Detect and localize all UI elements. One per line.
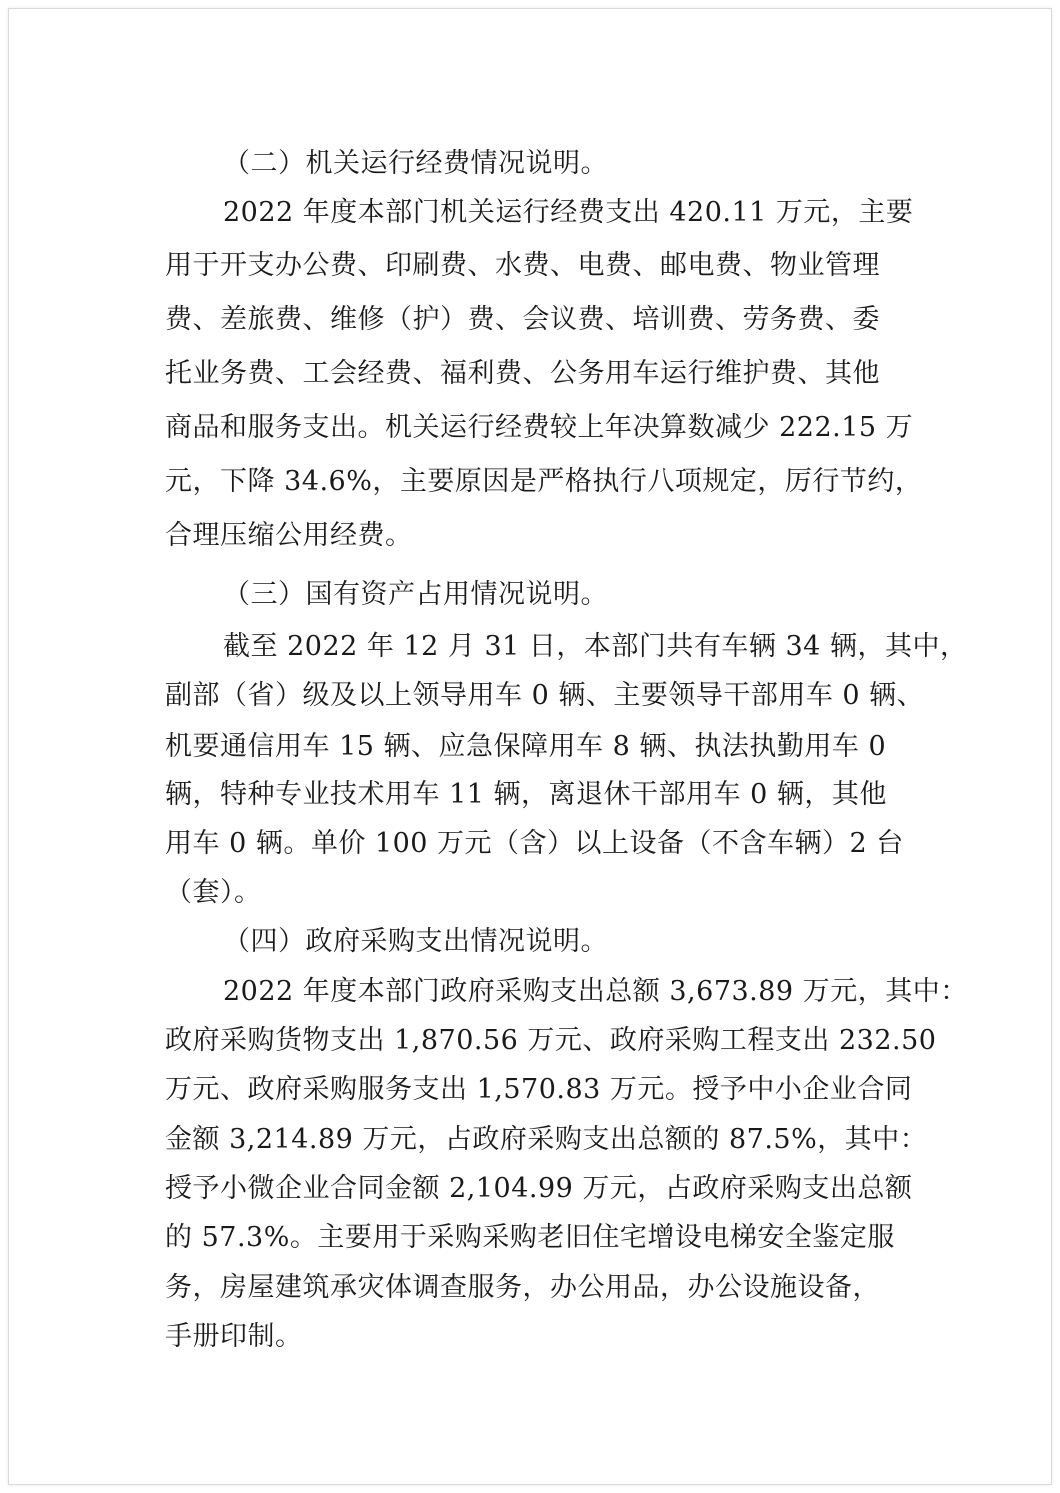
paragraph-line: 2022 年度本部门机关运行经费支出 420.11 万元，主要 [223,197,914,228]
paragraph-line: 授予小微企业合同金额 2,104.99 万元，占政府采购支出总额 [165,1173,913,1204]
paragraph-line: 2022 年度本部门政府采购支出总额 3,673.89 万元，其中： [223,976,968,1007]
paragraph-line: 务，房屋建筑承灾体调查服务，办公用品，办公设施设备， [165,1272,880,1303]
paragraph-line: 用车 0 辆。单价 100 万元（含）以上设备（不含车辆）2 台 [165,828,904,859]
paragraph-line: 元，下降 34.6%，主要原因是严格执行八项规定，厉行节约， [165,466,923,497]
paragraph-line: 机要通信用车 15 辆、应急保障用车 8 辆、执法执勤用车 0 [165,731,887,762]
paragraph-line: 万元、政府采购服务支出 1,570.83 万元。授予中小企业合同 [165,1074,913,1105]
section-heading-4: （四）政府采购支出情况说明。 [223,926,608,957]
paragraph-line: 辆，特种专业技术用车 11 辆，离退休干部用车 0 辆，其他 [165,779,887,810]
paragraph-line: 政府采购货物支出 1,870.56 万元、政府采购工程支出 232.50 [165,1025,937,1056]
paragraph-line: 截至 2022 年 12 月 31 日，本部门共有车辆 34 辆，其中， [223,631,968,662]
paragraph-line: 商品和服务支出。机关运行经费较上年决算数减少 222.15 万 [165,412,914,443]
paragraph-line: 托业务费、工会经费、福利费、公务用车运行维护费、其他 [165,358,880,389]
paragraph-line: 用于开支办公费、印刷费、水费、电费、邮电费、物业管理 [165,250,880,281]
paragraph-line: 的 57.3%。主要用于采购采购老旧住宅增设电梯安全鉴定服 [165,1222,895,1253]
paragraph-line: 金额 3,214.89 万元，占政府采购支出总额的 87.5%，其中： [165,1124,928,1155]
paragraph-line: （套）。 [165,877,262,908]
paragraph-line: 手册印制。 [165,1321,303,1352]
paragraph-line: 合理压缩公用经费。 [165,520,413,551]
section-heading-3: （三）国有资产占用情况说明。 [223,579,608,610]
paragraph-line: 费、差旅费、维修（护）费、会议费、培训费、劳务费、委 [165,304,880,335]
section-heading-2: （二）机关运行经费情况说明。 [223,148,608,179]
paragraph-line: 副部（省）级及以上领导用车 0 辆、主要领导干部用车 0 辆、 [165,680,925,711]
